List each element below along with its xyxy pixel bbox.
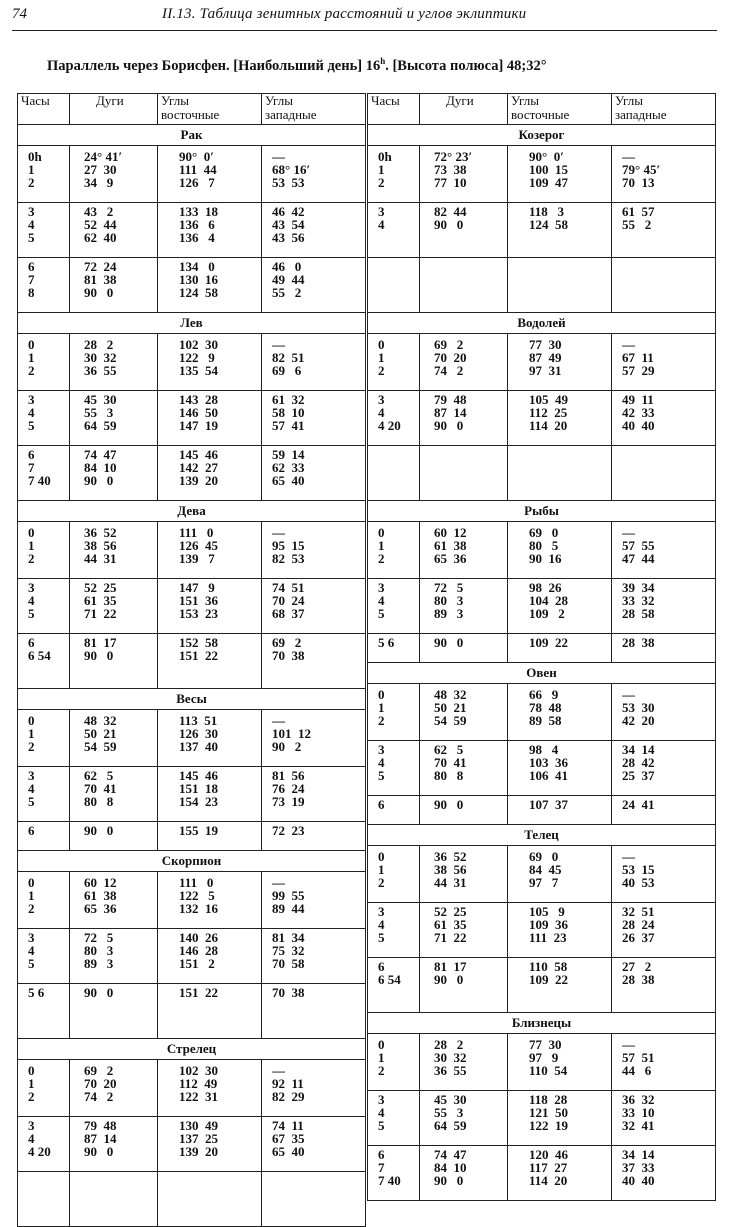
west-angle-cell: 81 56 76 24 73 19: [262, 767, 366, 822]
table-row: [18, 822, 366, 851]
east-angle-cell: 133 18 136 6 136 4: [158, 203, 262, 258]
east-angle-cell: 110 58 109 22: [508, 958, 612, 1013]
sign-row: [18, 313, 366, 334]
table-row: [368, 634, 716, 663]
west-angle-cell: 69 2 70 38: [262, 634, 366, 689]
east-angle-cell: 98 4 103 36 106 41: [508, 741, 612, 796]
hours-cell: 0 1 2: [368, 846, 420, 903]
west-angle-cell: 28 38: [612, 634, 716, 663]
hours-cell: 3 4 5: [368, 741, 420, 796]
east-angle-cell: 66 9 78 48 89 58: [508, 684, 612, 741]
hours-cell: [18, 1172, 70, 1227]
arc-cell: 45 30 55 3 64 59: [420, 1091, 508, 1146]
table-row: [18, 1117, 366, 1172]
hours-cell: 3 4 5: [18, 767, 70, 822]
zodiac-sign-label: Стрелец: [18, 1039, 366, 1060]
table-row: [368, 334, 716, 391]
col-east-line2: восточные: [161, 107, 220, 122]
west-angle-cell: — 57 55 47 44: [612, 522, 716, 579]
table-subtitle: [47, 56, 547, 75]
sign-row: [368, 825, 716, 846]
east-angle-cell: 98 26 104 28 109 2: [508, 579, 612, 634]
zodiac-sign-label: Козерог: [368, 125, 716, 146]
arc-cell: 43 2 52 44 62 40: [70, 203, 158, 258]
hours-cell: 6 6 54: [18, 634, 70, 689]
arc-cell: 79 48 87 14 90 0: [70, 1117, 158, 1172]
table-row: [18, 767, 366, 822]
west-angle-cell: — 95 15 82 53: [262, 522, 366, 579]
arc-cell: 72 5 80 3 89 3: [70, 929, 158, 984]
sign-row: [18, 689, 366, 710]
east-angle-cell: 151 22: [158, 984, 262, 1039]
hours-cell: 3 4 4 20: [18, 1117, 70, 1172]
east-angle-cell: 109 22: [508, 634, 612, 663]
table-row: [18, 258, 366, 313]
sign-row: [18, 501, 366, 522]
west-angle-cell: 81 34 75 32 70 58: [262, 929, 366, 984]
col-east: [158, 94, 262, 125]
hours-cell: 0 1 2: [18, 710, 70, 767]
hours-cell: 0 1 2: [368, 334, 420, 391]
table-left: [17, 93, 366, 1227]
east-angle-cell: 90° 0′ 111 44 126 7: [158, 146, 262, 203]
table-row: [368, 1146, 716, 1201]
west-angle-cell: — 101 12 90 2: [262, 710, 366, 767]
east-angle-cell: 152 58 151 22: [158, 634, 262, 689]
arc-cell: [70, 1172, 158, 1227]
running-title: II.13. Таблица зенитных расстояний и углов эклиптики: [162, 6, 527, 22]
table-row: [368, 146, 716, 203]
header-rule: [12, 30, 717, 31]
east-angle-cell: 143 28 146 50 147 19: [158, 391, 262, 446]
arc-cell: 45 30 55 3 64 59: [70, 391, 158, 446]
table-row: [368, 958, 716, 1013]
east-angle-cell: 102 30 122 9 135 54: [158, 334, 262, 391]
table-row: [18, 984, 366, 1039]
page-header: [12, 4, 717, 28]
sign-row: [368, 1013, 716, 1034]
col-west-line1: Углы: [265, 93, 293, 108]
west-angle-cell: 61 32 58 10 57 41: [262, 391, 366, 446]
west-angle-cell: 46 42 43 54 43 56: [262, 203, 366, 258]
hours-cell: 3 4 4 20: [368, 391, 420, 446]
east-angle-cell: 111 0 122 5 132 16: [158, 872, 262, 929]
arc-cell: 62 5 70 41 80 8: [420, 741, 508, 796]
arc-cell: 81 17 90 0: [70, 634, 158, 689]
west-angle-cell: 74 51 70 24 68 37: [262, 579, 366, 634]
hours-cell: 0 1 2: [18, 1060, 70, 1117]
arc-cell: 24° 41′ 27 30 34 9: [70, 146, 158, 203]
table-row: [18, 1060, 366, 1117]
arc-cell: 62 5 70 41 80 8: [70, 767, 158, 822]
subtitle-text: Параллель через Борисфен. [Наибольший день] 16: [47, 57, 381, 74]
west-angle-cell: — 82 51 69 6: [262, 334, 366, 391]
west-angle-cell: 72 23: [262, 822, 366, 851]
west-angle-cell: [612, 258, 716, 313]
table-row: [368, 579, 716, 634]
arc-cell: 48 32 50 21 54 59: [420, 684, 508, 741]
west-angle-cell: 36 32 33 10 32 41: [612, 1091, 716, 1146]
east-angle-cell: 118 3 124 58: [508, 203, 612, 258]
west-angle-cell: 39 34 33 32 28 58: [612, 579, 716, 634]
hours-cell: 5 6: [18, 984, 70, 1039]
col-west-line2: западные: [615, 107, 667, 122]
col-west: [612, 94, 716, 125]
east-angle-cell: 77 30 87 49 97 31: [508, 334, 612, 391]
east-angle-cell: 105 49 112 25 114 20: [508, 391, 612, 446]
west-angle-cell: — 57 51 44 6: [612, 1034, 716, 1091]
west-angle-cell: — 92 11 82 29: [262, 1060, 366, 1117]
col-west: [262, 94, 366, 125]
header-row: [368, 94, 716, 125]
hours-cell: 6 6 54: [368, 958, 420, 1013]
col-east-line2: восточные: [511, 107, 570, 122]
col-east: [508, 94, 612, 125]
west-angle-cell: [612, 446, 716, 501]
subtitle-rest: . [Высота полюса] 48;32°: [385, 57, 547, 74]
east-angle-cell: [508, 258, 612, 313]
west-angle-cell: 70 38: [262, 984, 366, 1039]
west-angle-cell: [262, 1172, 366, 1227]
arc-cell: 72° 23′ 73 38 77 10: [420, 146, 508, 203]
hours-cell: 6 7 8: [18, 258, 70, 313]
subtitle-hour-mark: h: [380, 56, 386, 66]
table-row: [18, 334, 366, 391]
arc-cell: [420, 258, 508, 313]
zodiac-sign-label: Весы: [18, 689, 366, 710]
west-angle-cell: — 99 55 89 44: [262, 872, 366, 929]
east-angle-cell: 105 9 109 36 111 23: [508, 903, 612, 958]
hours-cell: [368, 258, 420, 313]
hours-cell: 0 1 2: [368, 522, 420, 579]
arc-cell: 90 0: [70, 984, 158, 1039]
sign-row: [18, 1039, 366, 1060]
table-row: [18, 522, 366, 579]
sign-row: [368, 313, 716, 334]
zodiac-sign-label: Лев: [18, 313, 366, 334]
arc-cell: 52 25 61 35 71 22: [70, 579, 158, 634]
arc-cell: 90 0: [420, 634, 508, 663]
east-angle-cell: 111 0 126 45 139 7: [158, 522, 262, 579]
west-angle-cell: — 53 15 40 53: [612, 846, 716, 903]
col-west-line1: Углы: [615, 93, 643, 108]
hours-cell: 0 1 2: [368, 1034, 420, 1091]
east-angle-cell: 77 30 97 9 110 54: [508, 1034, 612, 1091]
arc-cell: 82 44 90 0: [420, 203, 508, 258]
table-row: [18, 634, 366, 689]
sign-row: [368, 125, 716, 146]
east-angle-cell: 130 49 137 25 139 20: [158, 1117, 262, 1172]
east-angle-cell: [508, 446, 612, 501]
table-row: [368, 846, 716, 903]
table-row: [18, 872, 366, 929]
east-angle-cell: 145 46 151 18 154 23: [158, 767, 262, 822]
sign-row: [18, 851, 366, 872]
east-angle-cell: 118 28 121 50 122 19: [508, 1091, 612, 1146]
arc-cell: [420, 446, 508, 501]
table-row: [368, 258, 716, 313]
west-angle-cell: 34 14 28 42 25 37: [612, 741, 716, 796]
east-angle-cell: 140 26 146 28 151 2: [158, 929, 262, 984]
hours-cell: 3 4 5: [18, 579, 70, 634]
west-angle-cell: — 67 11 57 29: [612, 334, 716, 391]
west-angle-cell: 24 41: [612, 796, 716, 825]
hours-cell: 3 4: [368, 203, 420, 258]
east-angle-cell: 113 51 126 30 137 40: [158, 710, 262, 767]
hours-cell: [368, 446, 420, 501]
arc-cell: 72 24 81 38 90 0: [70, 258, 158, 313]
hours-cell: 0h 1 2: [368, 146, 420, 203]
table-row: [368, 1034, 716, 1091]
table-row: [18, 929, 366, 984]
west-angle-cell: 34 14 37 33 40 40: [612, 1146, 716, 1201]
table-row: [18, 146, 366, 203]
hours-cell: 3 4 5: [18, 203, 70, 258]
zodiac-sign-label: Рак: [18, 125, 366, 146]
table-row: [18, 446, 366, 501]
arc-cell: 74 47 84 10 90 0: [420, 1146, 508, 1201]
page-number: 74: [12, 6, 27, 22]
hours-cell: 0 1 2: [368, 684, 420, 741]
zodiac-sign-label: Овен: [368, 663, 716, 684]
arc-cell: 79 48 87 14 90 0: [420, 391, 508, 446]
hours-cell: 3 4 5: [18, 391, 70, 446]
hours-cell: 6: [18, 822, 70, 851]
hours-cell: 6: [368, 796, 420, 825]
col-arcs: Дуги: [70, 94, 158, 125]
east-angle-cell: 90° 0′ 100 15 109 47: [508, 146, 612, 203]
zodiac-sign-label: Водолей: [368, 313, 716, 334]
hours-cell: 5 6: [368, 634, 420, 663]
west-angle-cell: 49 11 42 33 40 40: [612, 391, 716, 446]
table-right: [367, 93, 716, 1201]
east-angle-cell: 134 0 130 16 124 58: [158, 258, 262, 313]
arc-cell: 36 52 38 56 44 31: [70, 522, 158, 579]
table-row: [368, 391, 716, 446]
arc-cell: 69 2 70 20 74 2: [70, 1060, 158, 1117]
arc-cell: 74 47 84 10 90 0: [70, 446, 158, 501]
hours-cell: 3 4 5: [18, 929, 70, 984]
arc-cell: 28 2 30 32 36 55: [420, 1034, 508, 1091]
east-angle-cell: 107 37: [508, 796, 612, 825]
hours-cell: 0h 1 2: [18, 146, 70, 203]
east-angle-cell: 155 19: [158, 822, 262, 851]
east-angle-cell: [158, 1172, 262, 1227]
sign-row: [368, 663, 716, 684]
table-row: [368, 903, 716, 958]
arc-cell: 72 5 80 3 89 3: [420, 579, 508, 634]
hours-cell: 6 7 7 40: [18, 446, 70, 501]
arc-cell: 28 2 30 32 36 55: [70, 334, 158, 391]
west-angle-cell: 27 2 28 38: [612, 958, 716, 1013]
table-row: [18, 710, 366, 767]
west-angle-cell: — 53 30 42 20: [612, 684, 716, 741]
hours-cell: 3 4 5: [368, 579, 420, 634]
zodiac-sign-label: Близнецы: [368, 1013, 716, 1034]
arc-cell: 90 0: [420, 796, 508, 825]
table-row: [368, 796, 716, 825]
col-east-line1: Углы: [511, 93, 539, 108]
east-angle-cell: 102 30 112 49 122 31: [158, 1060, 262, 1117]
arc-cell: 60 12 61 38 65 36: [420, 522, 508, 579]
east-angle-cell: 145 46 142 27 139 20: [158, 446, 262, 501]
table-row: [18, 579, 366, 634]
hours-cell: 0 1 2: [18, 872, 70, 929]
zodiac-sign-label: Рыбы: [368, 501, 716, 522]
west-angle-cell: 59 14 62 33 65 40: [262, 446, 366, 501]
hours-cell: 3 4 5: [368, 903, 420, 958]
table-row: [18, 1172, 366, 1227]
table-row: [18, 391, 366, 446]
sign-row: [18, 125, 366, 146]
arc-cell: 48 32 50 21 54 59: [70, 710, 158, 767]
arc-cell: 90 0: [70, 822, 158, 851]
hours-cell: 0 1 2: [18, 334, 70, 391]
table-row: [18, 203, 366, 258]
table-row: [368, 446, 716, 501]
table-row: [368, 203, 716, 258]
col-west-line2: западные: [265, 107, 317, 122]
table-row: [368, 522, 716, 579]
arc-cell: 52 25 61 35 71 22: [420, 903, 508, 958]
arc-cell: 69 2 70 20 74 2: [420, 334, 508, 391]
west-angle-cell: — 68° 16′ 53 53: [262, 146, 366, 203]
col-hours: Часы: [368, 94, 420, 125]
west-angle-cell: 74 11 67 35 65 40: [262, 1117, 366, 1172]
east-angle-cell: 120 46 117 27 114 20: [508, 1146, 612, 1201]
west-angle-cell: 32 51 28 24 26 37: [612, 903, 716, 958]
east-angle-cell: 69 0 84 45 97 7: [508, 846, 612, 903]
arc-cell: 36 52 38 56 44 31: [420, 846, 508, 903]
west-angle-cell: 61 57 55 2: [612, 203, 716, 258]
east-angle-cell: 69 0 80 5 90 16: [508, 522, 612, 579]
sign-row: [368, 501, 716, 522]
arc-cell: 81 17 90 0: [420, 958, 508, 1013]
col-arcs: Дуги: [420, 94, 508, 125]
hours-cell: 3 4 5: [368, 1091, 420, 1146]
hours-cell: 6 7 7 40: [368, 1146, 420, 1201]
header-row: [18, 94, 366, 125]
arc-cell: 60 12 61 38 65 36: [70, 872, 158, 929]
west-angle-cell: — 79° 45′ 70 13: [612, 146, 716, 203]
table-row: [368, 741, 716, 796]
east-angle-cell: 147 9 151 36 153 23: [158, 579, 262, 634]
zodiac-sign-label: Скорпион: [18, 851, 366, 872]
col-hours: Часы: [18, 94, 70, 125]
table-row: [368, 684, 716, 741]
col-east-line1: Углы: [161, 93, 189, 108]
table-row: [368, 1091, 716, 1146]
west-angle-cell: 46 0 49 44 55 2: [262, 258, 366, 313]
zodiac-sign-label: Телец: [368, 825, 716, 846]
hours-cell: 0 1 2: [18, 522, 70, 579]
zodiac-sign-label: Дева: [18, 501, 366, 522]
